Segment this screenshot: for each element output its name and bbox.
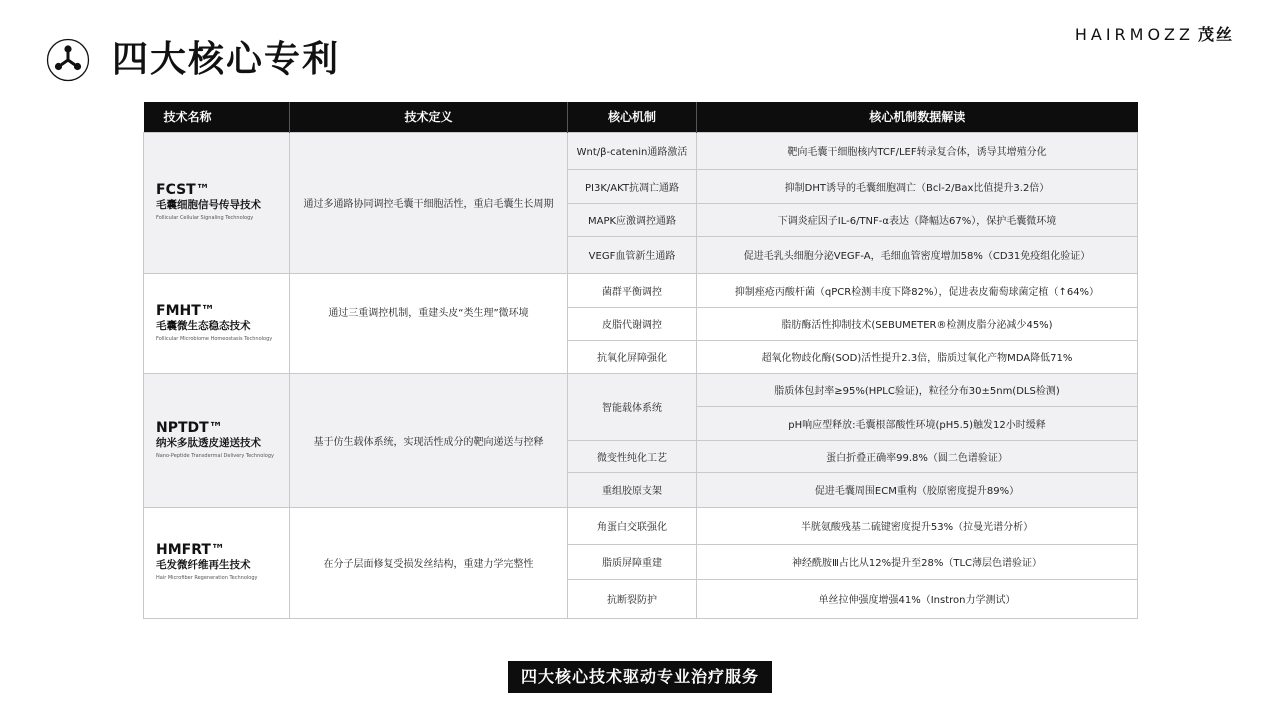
tech-definition-cell: 通过多通路协同调控毛囊干细胞活性，重启毛囊生长周期 — [290, 132, 568, 273]
header-tech-name: 技术名称 — [144, 102, 290, 132]
header-mechanism-data: 核心机制数据解读 — [697, 102, 1138, 132]
table-row — [144, 507, 1138, 544]
mechanism-cell: 重组胶原支架 — [568, 472, 697, 507]
mechanism-cell: VEGF血管新生通路 — [568, 236, 697, 273]
header-core-mechanism: 核心机制 — [568, 102, 697, 132]
patents-table — [143, 102, 1138, 619]
table-row — [144, 132, 1138, 169]
mechanism-data-cell: 脂肪酶活性抑制技术(SEBUMETER®检测皮脂分泌减少45%) — [697, 307, 1138, 340]
tech-name-en: FMHT™ — [156, 302, 215, 319]
tech-name-en: HMFRT™ — [156, 542, 225, 558]
mechanism-data-cell: 神经酰胺Ⅲ占比从12%提升至28%（TLC薄层色谱验证） — [697, 544, 1138, 579]
tech-definition-cell: 在分子层面修复受损发丝结构，重建力学完整性 — [290, 507, 568, 618]
tech-name-cell — [144, 273, 290, 373]
mechanism-data-cell: 抑制DHT诱导的毛囊细胞凋亡（Bcl-2/Bax比值提升3.2倍） — [697, 169, 1138, 203]
mechanism-cell: MAPK应激调控通路 — [568, 203, 697, 236]
mechanism-data-cell: 促进毛囊周围ECM重构（胶原密度提升89%） — [697, 472, 1138, 507]
mechanism-cell: 皮脂代谢调控 — [568, 307, 697, 340]
tech-name-sub: Follicular Microbiome Homeostasis Technology — [156, 335, 273, 342]
mechanism-data-cell: 靶向毛囊干细胞核内TCF/LEF转录复合体，诱导其增殖分化 — [697, 132, 1138, 169]
mechanism-data-cell: 半胱氨酸残基二硫键密度提升53%（拉曼光谱分析） — [697, 507, 1138, 544]
mechanism-cell: 菌群平衡调控 — [568, 273, 697, 307]
table-row — [144, 373, 1138, 406]
tech-name-cn: 纳米多肽透皮递送技术 — [156, 436, 261, 449]
tri-node-logo-icon — [46, 38, 90, 82]
tech-name-en: FCST™ — [156, 182, 210, 198]
mechanism-cell: 微变性纯化工艺 — [568, 440, 697, 472]
mechanism-data-cell: 蛋白折叠正确率99.8%（圆二色谱验证） — [697, 440, 1138, 472]
tech-name-en: NPTDT™ — [156, 419, 223, 436]
mechanism-cell: 角蛋白交联强化 — [568, 507, 697, 544]
tech-definition-cell: 基于仿生载体系统，实现活性成分的靶向递送与控释 — [290, 373, 568, 507]
tech-name-sub: Follicular Cellular Signaling Technology — [156, 215, 254, 221]
mechanism-cell: 智能载体系统 — [568, 373, 697, 440]
table-row — [144, 273, 1138, 307]
mechanism-data-cell: pH响应型释放:毛囊根部酸性环境(pH5.5)触发12小时缓释 — [697, 406, 1138, 440]
tech-name-cn: 毛囊细胞信号传导技术 — [156, 199, 261, 211]
mechanism-cell: 脂质屏障重建 — [568, 544, 697, 579]
tech-name-sub: Hair Microfiber Regeneration Technology — [156, 575, 258, 581]
mechanism-data-cell: 促进毛乳头细胞分泌VEGF-A，毛细血管密度增加58%（CD31免疫组化验证） — [697, 236, 1138, 273]
mechanism-data-cell: 单丝拉伸强度增强41%（Instron力学测试） — [697, 579, 1138, 618]
brand-name-cn: 茂丝 — [1197, 25, 1234, 44]
mechanism-data-cell: 超氧化物歧化酶(SOD)活性提升2.3倍，脂质过氧化产物MDA降低71% — [697, 340, 1138, 373]
mechanism-cell: 抗氧化屏障强化 — [568, 340, 697, 373]
tech-name-cell — [144, 132, 290, 273]
mechanism-cell: 抗断裂防护 — [568, 579, 697, 618]
header-tech-definition: 技术定义 — [290, 102, 568, 132]
tech-name-cell — [144, 507, 290, 618]
footer-banner: 四大核心技术驱动专业治疗服务 — [508, 661, 772, 693]
brand-name-en: HAIRMOZZ — [1074, 25, 1194, 44]
mechanism-cell: Wnt/β-catenin通路激活 — [568, 132, 697, 169]
table-header-row — [144, 102, 1138, 132]
tech-name-cn: 毛发微纤维再生技术 — [156, 559, 251, 571]
page-title: 四大核心专利 — [112, 39, 341, 80]
mechanism-data-cell: 抑制痤疮丙酸杆菌（qPCR检测丰度下降82%），促进表皮葡萄球菌定植（↑64%） — [697, 273, 1138, 307]
tech-name-cn: 毛囊微生态稳态技术 — [156, 319, 251, 332]
tech-name-sub: Nano-Peptide Transdermal Delivery Technology — [156, 452, 274, 459]
mechanism-data-cell: 脂质体包封率≥95%(HPLC验证)，粒径分布30±5nm(DLS检测) — [697, 373, 1138, 406]
tech-definition-cell: 通过三重调控机制，重建头皮“类生理”微环境 — [290, 273, 568, 373]
brand-logo — [1075, 22, 1234, 45]
mechanism-data-cell: 下调炎症因子IL-6/TNF-α表达（降幅达67%），保护毛囊微环境 — [697, 203, 1138, 236]
tech-name-cell — [144, 373, 290, 507]
mechanism-cell: PI3K/AKT抗凋亡通路 — [568, 169, 697, 203]
